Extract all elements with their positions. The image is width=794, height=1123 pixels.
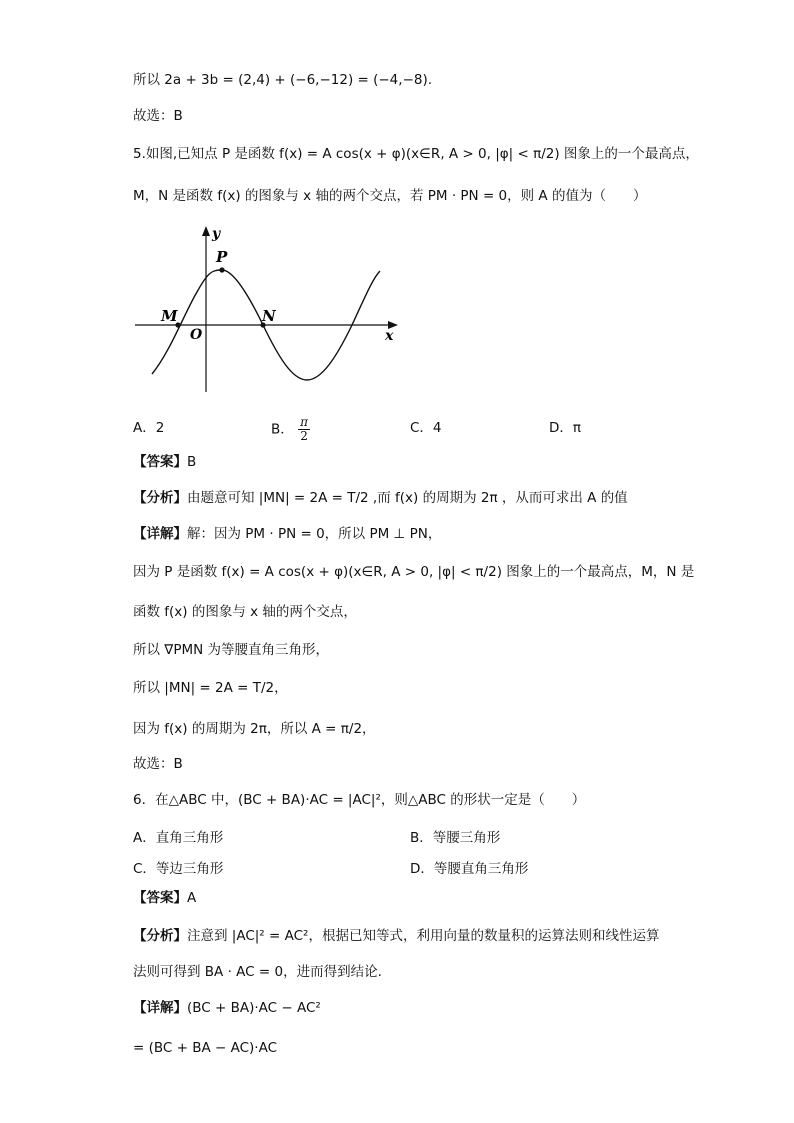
text-line: = (BC + BA − AC)·AC xyxy=(133,1040,278,1056)
text-line: 故选：B xyxy=(133,756,183,772)
option-b-fraction xyxy=(298,416,310,443)
text-line: 因为 P 是函数 f(x) = A cos(x + φ)(x∈R, A > 0, |φ| < π/2) 图象上的一个最高点，M，N 是 xyxy=(133,564,695,580)
point-p xyxy=(219,267,224,272)
option-d: D．等腰直角三角形 xyxy=(410,861,529,877)
answer-value: B xyxy=(187,454,197,470)
label-n: N xyxy=(262,307,276,325)
text-line: 所以 ∇PMN 为等腰直角三角形， xyxy=(133,642,330,658)
y-axis xyxy=(202,226,210,392)
answer-line-6 xyxy=(133,888,196,908)
analysis-line-5 xyxy=(133,488,628,508)
option-b: B．等腰三角形 xyxy=(410,830,501,846)
analysis-text: 由题意可知 |MN| = 2A = T/2 ,而 f(x) 的周期为 2π ，从而可求出 A 的值 xyxy=(187,490,628,506)
text-line: 函数 f(x) 的图象与 x 轴的两个交点， xyxy=(133,604,357,620)
option-a: A．直角三角形 xyxy=(133,830,224,846)
text-line: 法则可得到 BA · AC = 0，进而得到结论. xyxy=(133,964,382,980)
text-line: 所以 2a + 3b = (2,4) + (−6,−12) = (−4,−8). xyxy=(133,72,433,88)
analysis-text: 注意到 |AC|² = AC²，根据已知等式，利用向量的数量积的运算法则和线性运算 xyxy=(187,928,660,944)
analysis-line-6 xyxy=(133,926,659,946)
detail-line-6 xyxy=(133,998,321,1018)
question-6-stem: 6．在△ABC 中，(BC + BA)·AC = |AC|²，则△ABC 的形状一定是（ ） xyxy=(133,792,586,808)
text-line: 故选：B xyxy=(133,108,183,124)
text-line: 因为 f(x) 的周期为 2π，所以 A = π/2， xyxy=(133,721,376,737)
option-c: C．等边三角形 xyxy=(133,861,224,877)
label-y: y xyxy=(212,226,221,242)
analysis-label: 【分析】 xyxy=(133,928,187,944)
label-x: x xyxy=(385,328,394,344)
text-line: 所以 |MN| = 2A = T/2， xyxy=(133,680,288,696)
label-o: O xyxy=(190,327,203,343)
option-b-letter: B． xyxy=(271,421,294,438)
question-5-stem-2: M，N 是函数 f(x) 的图象与 x 轴的两个交点，若 PM · PN = 0，则 A 的值为（ ） xyxy=(133,188,647,204)
label-m: M xyxy=(161,307,178,325)
detail-text: (BC + BA)·AC − AC² xyxy=(187,1000,321,1016)
label-p: P xyxy=(216,248,228,266)
answer-label: 【答案】 xyxy=(133,454,187,470)
cosine-graph xyxy=(130,222,410,397)
option-b xyxy=(271,416,310,443)
question-5-stem: 5.如图,已知点 P 是函数 f(x) = A cos(x + φ)(x∈R, A > 0, |φ| < π/2) 图象上的一个最高点， xyxy=(133,146,699,162)
detail-text: 解：因为 PM · PN = 0，所以 PM ⊥ PN， xyxy=(187,526,442,542)
detail-label: 【详解】 xyxy=(133,1000,187,1016)
option-c: C．4 xyxy=(410,420,442,436)
answer-label: 【答案】 xyxy=(133,890,187,906)
answer-line-5 xyxy=(133,452,196,472)
detail-label: 【详解】 xyxy=(133,526,187,542)
option-d: D．π xyxy=(549,420,582,436)
answer-value: A xyxy=(187,890,197,906)
fraction-numerator: π xyxy=(300,415,308,429)
detail-line-5 xyxy=(133,524,441,544)
analysis-label: 【分析】 xyxy=(133,490,187,506)
fraction-denominator: 2 xyxy=(300,429,308,443)
option-a: A．2 xyxy=(133,420,165,436)
